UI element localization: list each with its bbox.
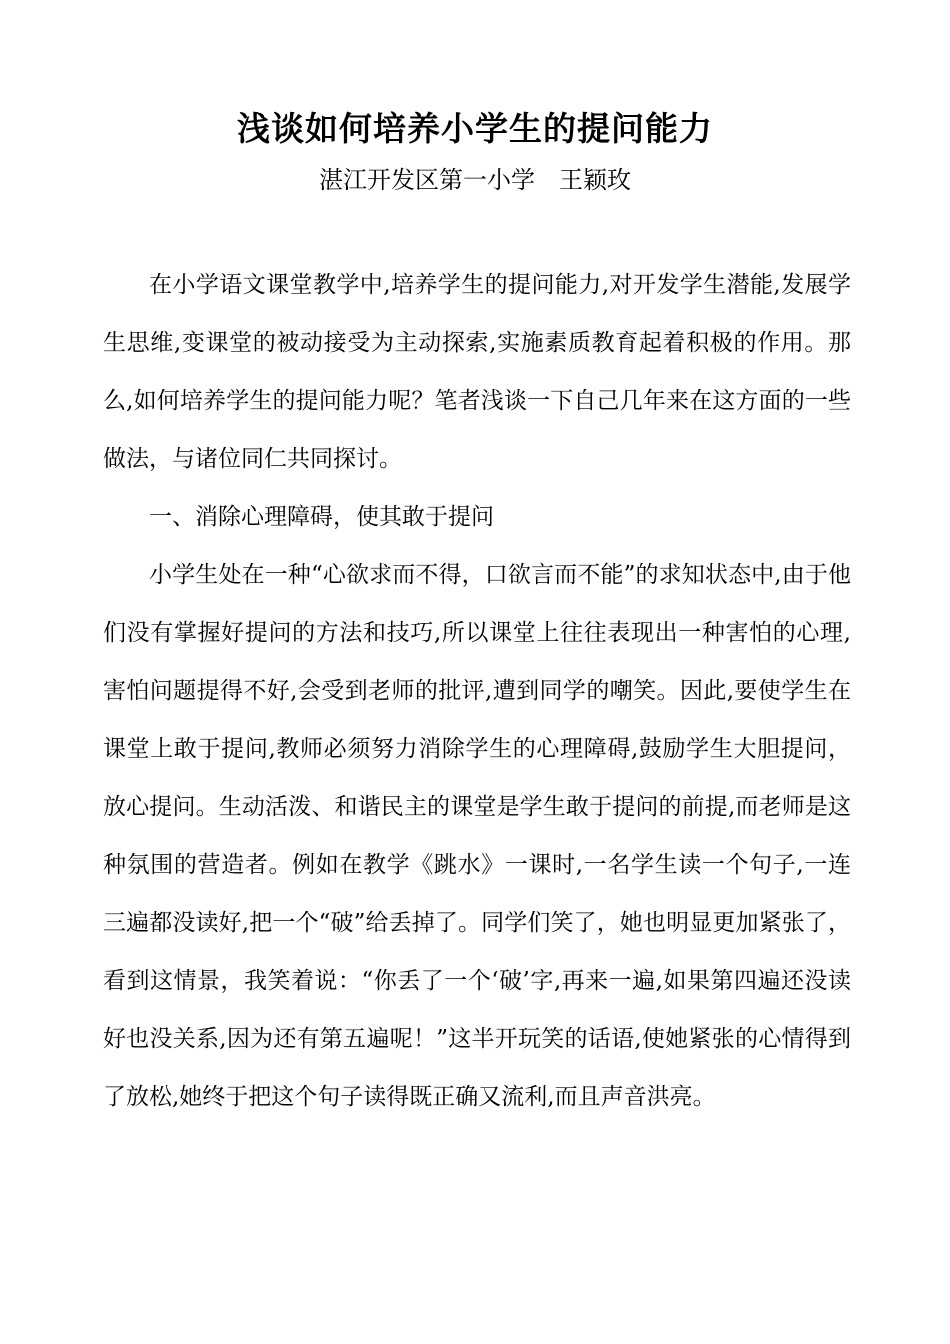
paragraph-intro: 在小学语文课堂教学中,培养学生的提问能力,对开发学生潜能,发展学生思维,变课堂的被动接受为主动探索,实施素质教育起着积极的作用。那么,如何培养学生的提问能力呢？笔者浅谈一下自己几年来在这方面的一些做法，与诸位同仁共同探讨。 [103,272,851,472]
document-body [103,256,851,1126]
document-title: 浅谈如何培养小学生的提问能力 [237,109,713,148]
paragraph-section-one: 小学生处在一种“心欲求而不得，口欲言而不能”的求知状态中,由于他们没有掌握好提问的方法和技巧,所以课堂上往往表现出一种害怕的心理,害怕问题提得不好,会受到老师的批评,遭到同学的嘲笑。因此,要使学生在课堂上敢于提问,教师必须努力消除学生的心理障碍,鼓励学生大胆提问，放心提问。生动活泼、和谐民主的课堂是学生敢于提问的前提,而老师是这种氛围的营造者。例如在教学《跳水》一课时,一名学生读一个句子,一连三遍都没读好,把一个“破”给丢掉了。同学们笑了，她也明显更加紧张了，看到这情景，我笑着说：“你丢了一个‘破’字,再来一遍,如果第四遍还没读好也没关系,因为还有第五遍呢！”这半开玩笑的话语,使她紧张的心情得到了放松,她终于把这个句子读得既正确又流利,而且声音洪亮。 [103,562,851,1110]
section-heading: 一、消除心理障碍，使其敢于提问 [149,504,494,530]
author-line: 湛江开发区第一小学 王颖玫 [319,166,631,194]
